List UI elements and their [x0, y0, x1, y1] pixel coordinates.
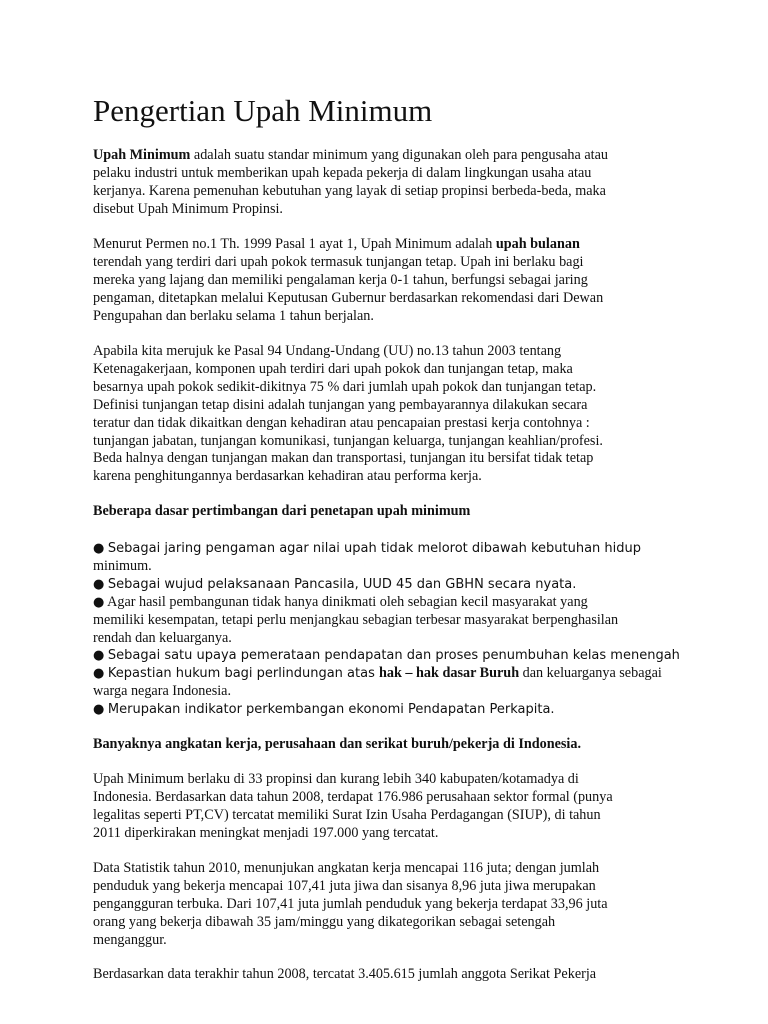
- text-line: rendah dan keluarganya.: [93, 629, 232, 646]
- bullet-icon: ●: [93, 666, 105, 682]
- text-line: [93, 236, 693, 254]
- text-span: Sebagai wujud pelaksanaan Pancasila, UUD 45 dan GBHN secara nyata.: [107, 576, 577, 592]
- text-line: terendah yang terdiri dari upah pokok termasuk tunjangan tetap. Upah ini berlaku bagi: [93, 253, 584, 270]
- text-line: legalitas seperti PT,CV) tercatat memiliki Surat Izin Usaha Perdagangan (SIUP), di tahun: [93, 806, 601, 823]
- text-line: mereka yang lajang dan memiliki pengalaman kerja 0-1 tahun, berfungsi sebagai jaring: [93, 271, 588, 288]
- text-line: tunjangan jabatan, tunjangan komunikasi, tunjangan keluarga, tunjangan keahlian/profesi.: [93, 432, 603, 449]
- text-line: karena penghitungannya berdasarkan kehadiran atau performa kerja.: [93, 468, 482, 485]
- text-span: Menurut Permen no.1 Th. 1999 Pasal 1 ayat 1, Upah Minimum adalah: [93, 236, 496, 252]
- paragraph-union: [93, 966, 693, 984]
- paragraph-statistics: [93, 860, 693, 950]
- paragraph-uu: [93, 343, 693, 486]
- text-line: memiliki kesempatan, tetapi perlu menjangkau sebagian terbesar masyarakat berpenghasilan: [93, 611, 619, 628]
- text-span: Agar hasil pembangunan tidak hanya dinikmati oleh sebagian kecil masyarakat yang: [107, 593, 588, 610]
- text-line: Apabila kita merujuk ke Pasal 94 Undang-Undang (UU) no.13 tahun 2003 tentang: [93, 343, 562, 359]
- text-line: teratur dan tidak dikaitkan dengan kehadiran atau pencapaian prestasi kerja contohnya :: [93, 414, 590, 431]
- text-line: pengangguran terbuka. Dari 107,41 juta jumlah penduduk yang bekerja terdapat 33,96 juta: [93, 895, 608, 912]
- section-heading: Beberapa dasar pertimbangan dari penetapan upah minimum: [93, 503, 471, 519]
- text-line: Data Statistik tahun 2010, menunjukan angkatan kerja mencapai 116 juta; dengan jumlah: [93, 860, 600, 876]
- text-line: menganggur.: [93, 931, 167, 948]
- bullet-icon: ●: [93, 541, 105, 556]
- text-span: Merupakan indikator perkembangan ekonomi Pendapatan Perkapita.: [107, 702, 555, 718]
- bold-term: upah bulanan: [495, 236, 580, 252]
- text-line: orang yang bekerja dibawah 35 jam/minggu yang dikategorikan sebagai setengah: [93, 913, 556, 930]
- text-span: Sebagai jaring pengaman agar nilai upah tidak melorot dibawah kebutuhan hidup: [107, 541, 642, 556]
- text-line: pelaku industri untuk memberikan upah kepada pekerja di dalam lingkungan usaha atau: [93, 164, 592, 181]
- paragraph-coverage: [93, 771, 693, 843]
- section-heading: Banyaknya angkatan kerja, perusahaan dan serikat buruh/pekerja di Indonesia.: [93, 736, 582, 752]
- text-line: Pengupahan dan berlaku selama 1 tahun berjalan.: [93, 307, 374, 324]
- list-item: [93, 647, 693, 665]
- text-line: Beda halnya dengan tunjangan makan dan transportasi, tunjangan itu bersifat tidak tetap: [93, 450, 594, 467]
- bullet-icon: ●: [93, 702, 105, 718]
- text-span: Sebagai satu upaya pemerataan pendapatan dan proses penumbuhan kelas menengah: [107, 648, 680, 664]
- text-span: adalah suatu standar minimum yang digunakan oleh para pengusaha atau: [190, 147, 608, 163]
- text-line: kerjanya. Karena pemenuhan kebutuhan yang layak di setiap propinsi berbeda-beda, maka: [93, 182, 606, 199]
- paragraph-definition: [93, 147, 693, 219]
- bullet-list: [93, 540, 693, 719]
- text-line: 2011 diperkirakan meningkat menjadi 197.000 yang tercatat.: [93, 824, 439, 841]
- text-line: Definisi tunjangan tetap disini adalah tunjangan yang pembayarannya dilakukan secara: [93, 396, 588, 413]
- list-item: [93, 594, 693, 612]
- text-span: Kepastian hukum bagi perlindungan atas: [107, 666, 379, 682]
- text-line: penduduk yang bekerja mencapai 107,41 juta jiwa dan sisanya 8,96 juta jiwa merupakan: [93, 877, 596, 894]
- text-line: Indonesia. Berdasarkan data tahun 2008, terdapat 176.986 perusahaan sektor formal (punya: [93, 788, 613, 805]
- bold-term: hak – hak dasar Buruh: [378, 665, 520, 682]
- text-line: Berdasarkan data terakhir tahun 2008, tercatat 3.405.615 jumlah anggota Serikat Pekerja: [93, 966, 597, 982]
- text-line: besarnya upah pokok sedikit-dikitnya 75 % dari jumlah upah pokok dan tunjangan tetap.: [93, 378, 597, 395]
- paragraph-permen: [93, 236, 693, 326]
- bullet-icon: ●: [93, 648, 105, 664]
- list-item: [93, 665, 693, 683]
- text-line: pengaman, ditetapkan melalui Keputusan Gubernur berdasarkan rekomendasi dari Dewan: [93, 289, 604, 306]
- text-line: [93, 147, 693, 165]
- list-item: [93, 576, 693, 594]
- page-title: Pengertian Upah Minimum: [93, 93, 433, 128]
- text-line: Ketenagakerjaan, komponen upah terdiri dari upah pokok dan tunjangan tetap, maka: [93, 360, 573, 377]
- bullet-icon: ●: [93, 576, 105, 592]
- list-item: [93, 540, 693, 558]
- text-line: warga negara Indonesia.: [93, 683, 232, 700]
- bullet-icon: ●: [93, 594, 105, 610]
- text-span: dan keluarganya sebagai: [519, 665, 662, 682]
- text-line: Upah Minimum berlaku di 33 propinsi dan kurang lebih 340 kabupaten/kotamadya di: [93, 771, 579, 787]
- text-line: disebut Upah Minimum Propinsi.: [93, 200, 283, 217]
- list-item: [93, 701, 693, 719]
- text-line: minimum.: [93, 557, 152, 574]
- bold-term: Upah Minimum: [93, 147, 191, 163]
